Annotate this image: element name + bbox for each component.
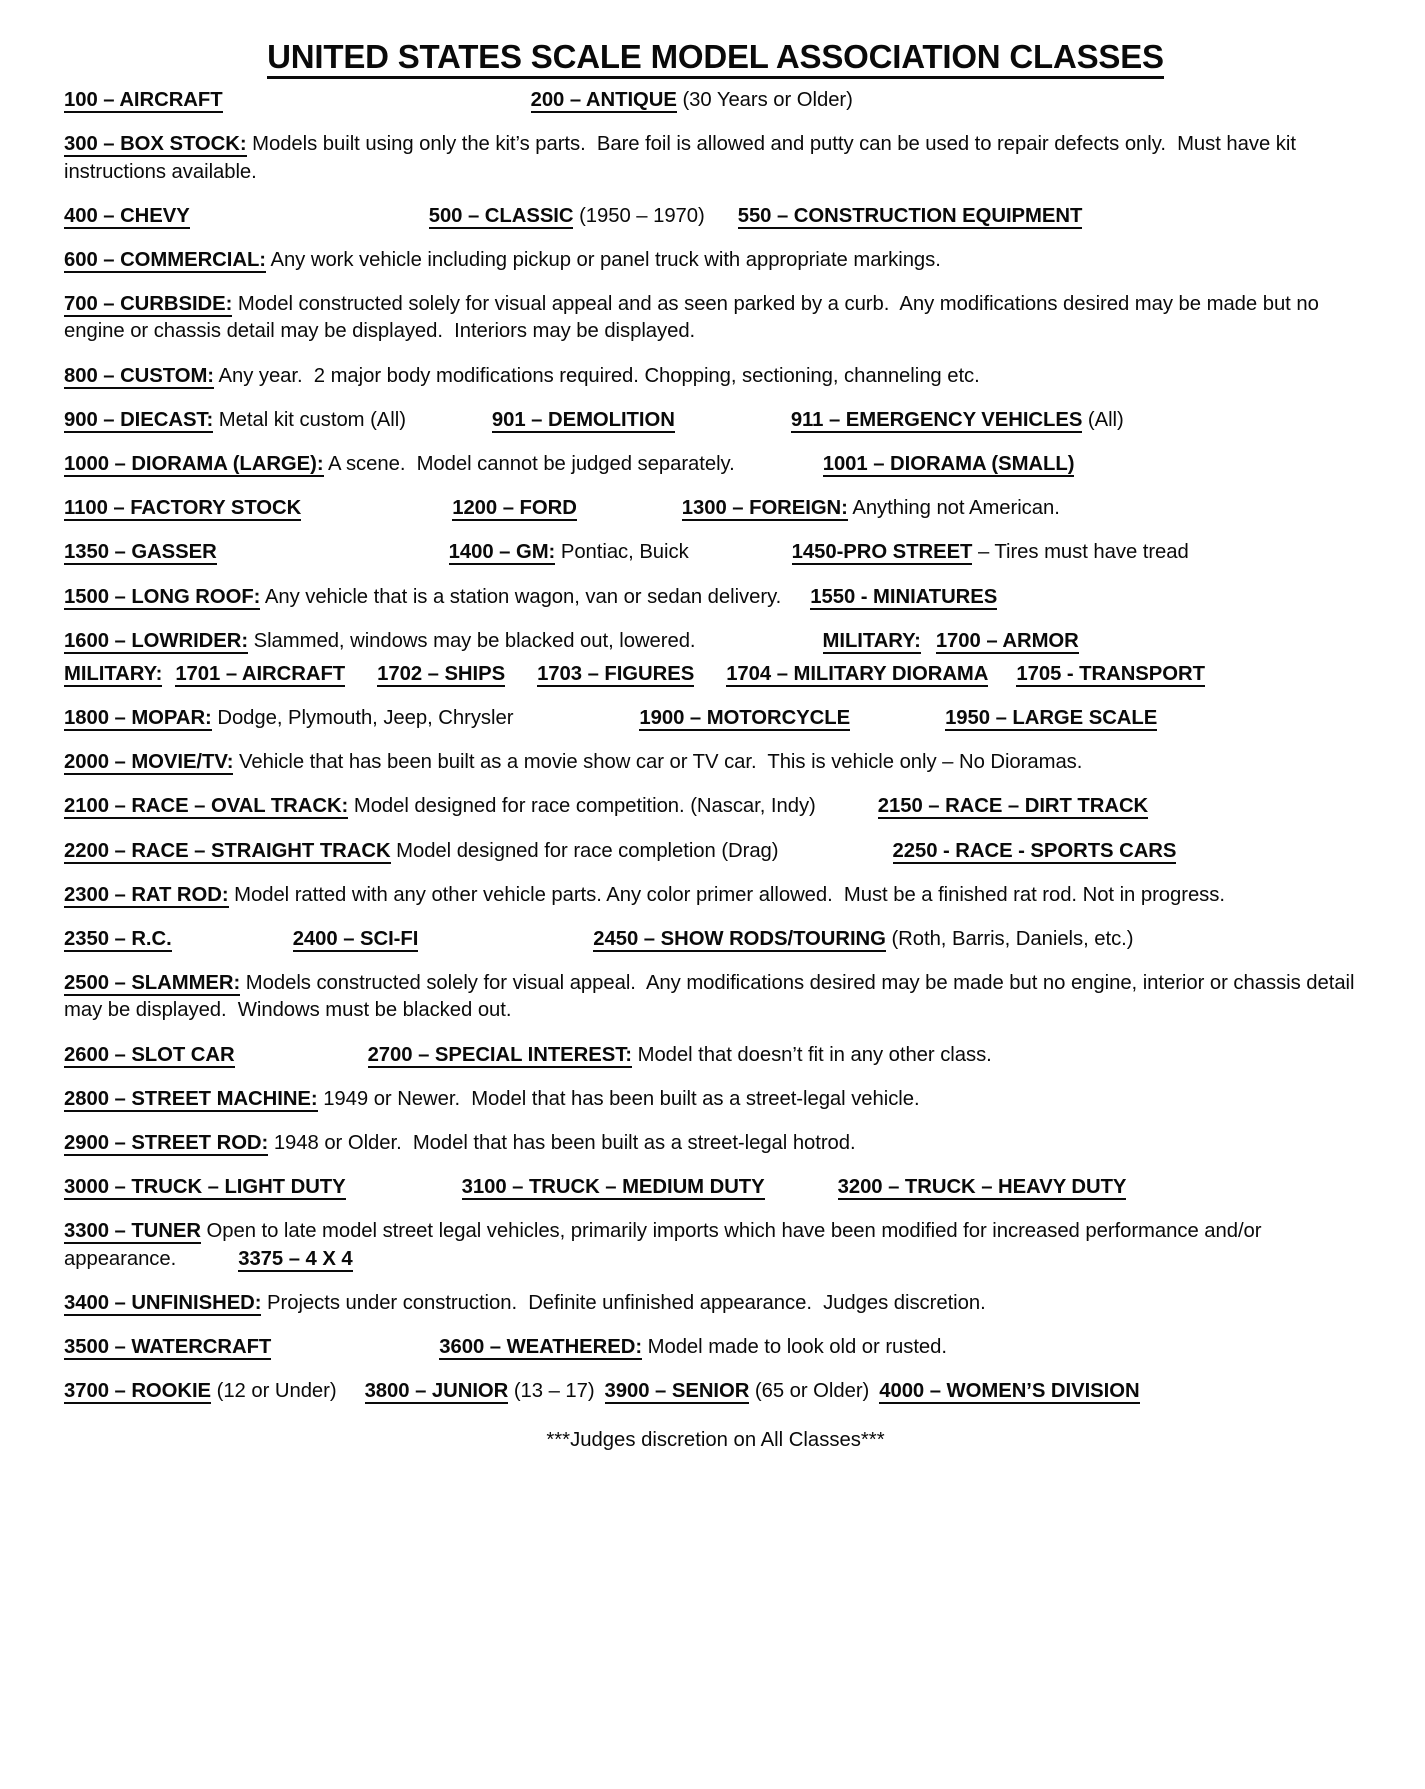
class-row-2000: [64, 749, 1367, 776]
class-desc-3300: Open to late model street legal vehicles, primarily imports which have been modified for increased performance and/or appearance.: [64, 1220, 1268, 1270]
class-row-1500-1550: [64, 584, 1367, 611]
class-code-800: 800 – CUSTOM:: [64, 364, 215, 387]
class-code-1950: 1950 – LARGE SCALE: [945, 707, 1158, 730]
class-desc-1400: Pontiac, Buick: [555, 541, 689, 564]
class-code-2300: 2300 – RAT ROD:: [64, 883, 229, 906]
class-row-2350-2400-2450: [64, 926, 1367, 953]
class-row-3700-3800-3900-4000: [64, 1378, 1367, 1405]
class-desc-800: Any year. 2 major body modifications required. Chopping, sectioning, channeling etc.: [214, 364, 980, 387]
class-row-300: [64, 131, 1367, 185]
class-code-1900: 1900 – MOTORCYCLE: [639, 707, 851, 730]
class-code-1550: 1550 - MINIATURES: [810, 585, 998, 608]
class-code-200: 200 – ANTIQUE: [530, 89, 677, 112]
class-code-1001: 1001 – DIORAMA (SMALL): [822, 452, 1075, 475]
page-title-text: UNITED STATES SCALE MODEL ASSOCIATION CLASSES: [267, 38, 1164, 79]
class-desc-1500: Any vehicle that is a station wagon, van or sedan delivery.: [260, 585, 782, 608]
class-code-3300: 3300 – TUNER: [64, 1220, 201, 1243]
class-desc-2450: (Roth, Barris, Daniels, etc.): [885, 928, 1134, 950]
class-code-100: 100 – AIRCRAFT: [64, 89, 223, 112]
military-label-2: MILITARY:: [64, 662, 163, 685]
class-desc-3600: Model made to look old or rusted.: [642, 1335, 947, 1358]
class-code-1300: 1300 – FOREIGN:: [681, 497, 848, 520]
class-code-1200: 1200 – FORD: [452, 497, 577, 520]
class-row-2300: [64, 882, 1367, 909]
class-code-1704: 1704 – MILITARY DIORAMA: [726, 662, 989, 685]
class-code-911: 911 – EMERGENCY VEHICLES: [790, 408, 1083, 431]
class-desc-1000: A scene. Model cannot be judged separately.: [323, 452, 735, 475]
class-code-300: 300 – BOX STOCK:: [64, 133, 247, 156]
class-desc-900: Metal kit custom (All): [213, 408, 406, 431]
class-row-3300-3375: [64, 1218, 1367, 1272]
class-row-3400: [64, 1290, 1367, 1317]
class-code-1400: 1400 – GM:: [448, 541, 556, 564]
class-code-1450: 1450-PRO STREET: [791, 541, 973, 564]
class-code-2500: 2500 – SLAMMER:: [64, 972, 241, 995]
class-desc-1300: Anything not American.: [847, 497, 1060, 520]
class-desc-2500: Models constructed solely for visual appeal. Any modifications desired may be made but no engine, interior or chassis detail may be displayed. Windows must be blacked out.: [64, 972, 1361, 1022]
class-desc-300: Models built using only the kit’s parts. Bare foil is allowed and putty can be used to repair defects only. Must have kit instructions available.: [64, 133, 1302, 183]
class-desc-3900: (65 or Older): [749, 1380, 870, 1403]
class-row-900-901-911: [64, 407, 1367, 434]
class-desc-2200: Model designed for race completion (Drag): [390, 839, 779, 862]
class-row-700: [64, 291, 1367, 345]
class-code-1500: 1500 – LONG ROOF:: [64, 585, 261, 608]
class-desc-2800: 1949 or Newer. Model that has been built as a street-legal vehicle.: [317, 1087, 920, 1110]
class-desc-1450: – Tires must have tread: [972, 541, 1189, 564]
class-desc-911: (All): [1082, 408, 1124, 431]
class-desc-200: (30 Years or Older): [676, 89, 853, 112]
class-code-1702: 1702 – SHIPS: [377, 662, 506, 685]
page-title: [64, 36, 1367, 77]
class-code-3000: 3000 – TRUCK – LIGHT DUTY: [64, 1176, 346, 1199]
class-code-3400: 3400 – UNFINISHED:: [64, 1291, 262, 1314]
class-desc-3400: Projects under construction. Definite unfinished appearance. Judges discretion.: [261, 1291, 986, 1314]
class-code-901: 901 – DEMOLITION: [491, 408, 675, 431]
class-code-2350: 2350 – R.C.: [64, 928, 172, 950]
class-row-1100-1200-1300: [64, 495, 1367, 522]
class-code-3200: 3200 – TRUCK – HEAVY DUTY: [837, 1176, 1127, 1199]
class-code-3700: 3700 – ROOKIE: [64, 1380, 212, 1403]
class-code-3600: 3600 – WEATHERED:: [439, 1335, 643, 1358]
class-code-1800: 1800 – MOPAR:: [64, 707, 212, 730]
class-code-1350: 1350 – GASSER: [64, 541, 217, 564]
class-row-2500: [64, 970, 1367, 1024]
class-code-2400: 2400 – SCI-FI: [292, 928, 419, 950]
class-desc-2100: Model designed for race competition. (Nascar, Indy): [348, 795, 816, 818]
class-code-2450: 2450 – SHOW RODS/TOURING: [593, 928, 886, 950]
class-row-100-200: [64, 87, 1367, 114]
class-code-3375: 3375 – 4 X 4: [238, 1247, 353, 1270]
class-code-1703: 1703 – FIGURES: [537, 662, 695, 685]
class-code-2000: 2000 – MOVIE/TV:: [64, 751, 234, 774]
class-row-military-1701-1705: [64, 661, 1367, 688]
class-row-1800-1900-1950: [64, 705, 1367, 732]
class-code-2150: 2150 – RACE – DIRT TRACK: [877, 795, 1149, 818]
military-label-1: MILITARY:: [822, 629, 921, 652]
class-desc-3700: (12 or Under): [211, 1380, 337, 1403]
class-row-1350-1400-1450: [64, 539, 1367, 566]
class-code-3100: 3100 – TRUCK – MEDIUM DUTY: [461, 1176, 765, 1199]
class-code-1701: 1701 – AIRCRAFT: [175, 662, 346, 685]
class-row-600: [64, 247, 1367, 274]
class-desc-2000: Vehicle that has been built as a movie show car or TV car. This is vehicle only – No Dioramas.: [233, 751, 1083, 774]
class-row-1600-military-1700: [64, 628, 1367, 655]
class-code-550: 550 – CONSTRUCTION EQUIPMENT: [737, 204, 1083, 227]
class-code-2250: 2250 - RACE - SPORTS CARS: [892, 839, 1177, 862]
class-row-2100-2150: [64, 793, 1367, 820]
class-desc-2900: 1948 or Older. Model that has been built as a street-legal hotrod.: [268, 1131, 856, 1154]
class-row-800: [64, 363, 1367, 390]
class-code-900: 900 – DIECAST:: [64, 408, 214, 431]
class-row-400-500-550: [64, 203, 1367, 230]
class-desc-3800: (13 – 17): [508, 1380, 595, 1403]
class-code-1100: 1100 – FACTORY STOCK: [64, 497, 302, 520]
class-code-1700: 1700 – ARMOR: [935, 629, 1079, 652]
class-desc-1800: Dodge, Plymouth, Jeep, Chrysler: [211, 707, 514, 730]
class-code-2600: 2600 – SLOT CAR: [64, 1043, 235, 1066]
class-row-3000-3100-3200: [64, 1174, 1367, 1201]
class-code-3900: 3900 – SENIOR: [604, 1380, 750, 1403]
class-code-600: 600 – COMMERCIAL:: [64, 249, 266, 271]
class-row-2900: [64, 1130, 1367, 1157]
class-code-2700: 2700 – SPECIAL INTEREST:: [367, 1043, 633, 1066]
class-row-2200-2250: [64, 838, 1367, 865]
class-code-3800: 3800 – JUNIOR: [364, 1380, 509, 1403]
class-code-1000: 1000 – DIORAMA (LARGE):: [64, 452, 324, 475]
class-code-1600: 1600 – LOWRIDER:: [64, 629, 249, 652]
class-code-500: 500 – CLASSIC: [428, 204, 574, 227]
class-code-1705: 1705 - TRANSPORT: [1016, 662, 1205, 685]
class-desc-600: Any work vehicle including pickup or panel truck with appropriate markings.: [266, 249, 941, 271]
class-code-4000: 4000 – WOMEN’S DIVISION: [879, 1380, 1140, 1403]
class-desc-1600: Slammed, windows may be blacked out, lowered.: [248, 629, 696, 652]
class-code-2200: 2200 – RACE – STRAIGHT TRACK: [64, 839, 391, 862]
class-code-2900: 2900 – STREET ROD:: [64, 1131, 269, 1154]
class-row-3500-3600: [64, 1334, 1367, 1361]
class-code-400: 400 – CHEVY: [64, 204, 190, 227]
class-row-1000-1001: [64, 451, 1367, 478]
class-code-700: 700 – CURBSIDE:: [64, 293, 233, 316]
class-desc-2300: Model ratted with any other vehicle parts. Any color primer allowed. Must be a finished rat rod. Not in progress.: [228, 883, 1225, 906]
class-desc-700: Model constructed solely for visual appeal and as seen parked by a curb. Any modifications desired may be made but no engine or chassis detail may be displayed. Interiors may be displayed.: [64, 293, 1325, 343]
class-code-2100: 2100 – RACE – OVAL TRACK:: [64, 795, 349, 818]
class-code-3500: 3500 – WATERCRAFT: [64, 1335, 272, 1358]
class-row-2600-2700: [64, 1042, 1367, 1069]
class-code-2800: 2800 – STREET MACHINE:: [64, 1087, 318, 1110]
class-desc-2700: Model that doesn’t fit in any other class.: [632, 1043, 992, 1066]
class-desc-500: (1950 – 1970): [573, 204, 705, 227]
class-row-2800: [64, 1086, 1367, 1113]
judges-discretion-note: ***Judges discretion on All Classes***: [546, 1429, 885, 1452]
